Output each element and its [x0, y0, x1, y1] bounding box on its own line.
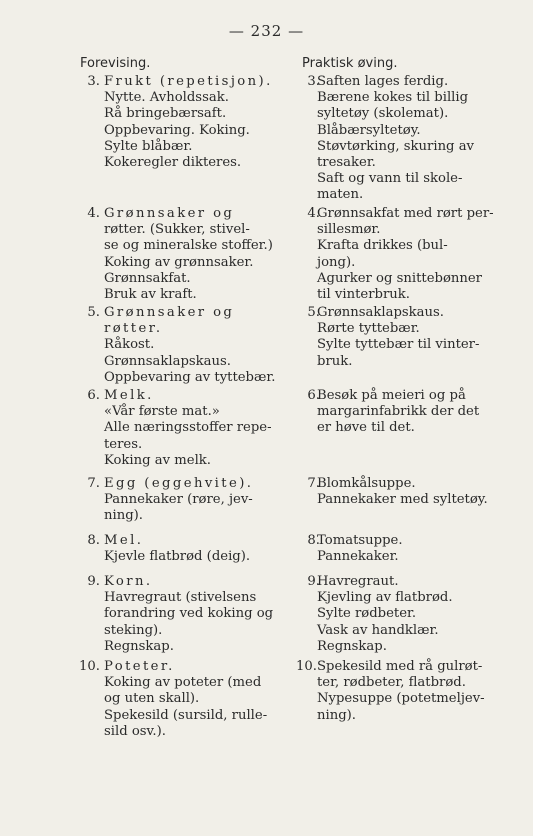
- text-line: sillesmør.: [317, 222, 381, 238]
- text-line: «Vår første mat.»: [104, 404, 220, 420]
- item-text: [317, 305, 479, 370]
- item-text: [317, 574, 453, 655]
- item-number: 3.: [87, 74, 100, 89]
- text-line: syltetøy (skolemat).: [317, 106, 449, 122]
- text-line: Grønnsaker og: [104, 206, 235, 221]
- item-text: [104, 206, 273, 303]
- text-line: Tomatsuppe.: [317, 533, 403, 548]
- text-line: Grønnsaker og: [104, 305, 235, 320]
- text-line: Koking av poteter (med: [104, 675, 262, 691]
- text-line: Poteter.: [104, 659, 175, 674]
- text-line: Oppbevaring. Koking.: [104, 122, 250, 138]
- text-line: Sylte tyttebær til vinter-: [317, 337, 480, 353]
- text-line: Bærene kokes til billig: [317, 90, 469, 106]
- text-line: tresaker.: [317, 155, 376, 171]
- item-text: [104, 533, 250, 565]
- text-line: til vinterbruk.: [317, 287, 410, 303]
- text-line: Frukt (repetisjon).: [104, 74, 273, 89]
- text-line: Korn.: [104, 574, 153, 589]
- text-line: forandring ved koking og: [104, 606, 274, 622]
- text-line: Blåbærsyltetøy.: [317, 122, 421, 138]
- text-line: maten.: [317, 187, 364, 203]
- item-number: 7.: [87, 476, 100, 491]
- item-text: [104, 659, 267, 740]
- text-line: Nytte. Avholdssak.: [104, 90, 229, 106]
- text-line: teres.: [104, 436, 143, 452]
- text-line: Oppbevaring av tyttebær.: [104, 369, 276, 385]
- item-text: [104, 574, 273, 655]
- item-text: [317, 476, 488, 508]
- text-line: Bruk av kraft.: [104, 287, 197, 303]
- text-line: Råkost.: [104, 337, 155, 353]
- text-line: Havregraut.: [317, 574, 399, 589]
- text-line: jong).: [317, 254, 356, 270]
- text-line: Regnskap.: [104, 638, 174, 654]
- text-line: Alle næringsstoffer repe-: [104, 420, 272, 436]
- text-line: Regnskap.: [317, 638, 387, 654]
- item-number: 8.: [307, 533, 320, 548]
- text-line: Mel.: [104, 533, 144, 548]
- text-line: Kjevling av flatbrød.: [317, 590, 453, 606]
- text-line: Rørte tyttebær.: [317, 321, 420, 337]
- text-line: margarinfabrikk der det: [317, 404, 480, 420]
- text-line: Blomkålsuppe.: [317, 476, 416, 491]
- item-number: 4.: [307, 206, 320, 221]
- right-column-heading: Praktisk øving.: [302, 56, 398, 71]
- text-line: Grønnsakfat med rørt per-: [317, 206, 494, 221]
- text-line: Kokeregler dikteres.: [104, 155, 242, 171]
- text-line: er høve til det.: [317, 420, 415, 436]
- text-line: Havregraut (stivelsens: [104, 590, 257, 606]
- item-text: [104, 305, 275, 386]
- text-line: Spekesild med rå gulrøt-: [317, 659, 483, 674]
- text-line: Saften lages ferdig.: [317, 74, 449, 89]
- text-line: Pannekaker (røre, jev-: [104, 492, 253, 508]
- item-text: [317, 659, 485, 724]
- item-number: 9.: [87, 574, 100, 589]
- text-line: Melk.: [104, 388, 154, 403]
- text-line: røtter.: [104, 321, 163, 337]
- item-text: [317, 206, 494, 303]
- text-line: Egg (eggehvite).: [104, 476, 254, 491]
- text-line: Agurker og snittebønner: [317, 270, 482, 286]
- text-line: og uten skall).: [104, 691, 200, 707]
- text-line: Rå bringebærsaft.: [104, 106, 227, 122]
- item-number: 10.: [79, 659, 100, 674]
- text-line: Spekesild (sursild, rulle-: [104, 707, 268, 723]
- left-column-heading: Forevising.: [80, 56, 151, 71]
- text-line: Pannekaker.: [317, 549, 399, 565]
- text-line: Grønnsaklapskaus.: [317, 305, 444, 320]
- text-line: Grønnsakfat.: [104, 270, 191, 286]
- text-line: ning).: [317, 707, 356, 723]
- item-text: [104, 476, 253, 525]
- text-line: se og mineralske stoffer.): [104, 238, 273, 254]
- text-line: Vask av handklær.: [317, 622, 439, 638]
- text-line: Kjevle flatbrød (deig).: [104, 549, 251, 565]
- item-text: [317, 533, 403, 565]
- item-number: 10.: [296, 659, 317, 674]
- item-number: 3.: [307, 74, 320, 89]
- text-line: Sylte rødbeter.: [317, 606, 417, 622]
- item-number: 6.: [307, 388, 320, 403]
- item-number: 8.: [87, 533, 100, 548]
- text-line: Saft og vann til skole-: [317, 171, 463, 187]
- text-line: røtter. (Sukker, stivel-: [104, 222, 250, 238]
- text-line: Krafta drikkes (bul-: [317, 238, 448, 254]
- item-number: 5.: [307, 305, 320, 320]
- item-text: [104, 74, 273, 171]
- text-line: Koking av melk.: [104, 452, 211, 468]
- item-number: 7.: [307, 476, 320, 491]
- item-text: [317, 388, 479, 437]
- item-text: [104, 388, 272, 469]
- text-line: Koking av grønnsaker.: [104, 254, 254, 270]
- text-line: Støvtørking, skuring av: [317, 138, 475, 154]
- item-number: 4.: [87, 206, 100, 221]
- text-line: bruk.: [317, 353, 353, 369]
- text-line: steking).: [104, 622, 163, 638]
- item-number: 9.: [307, 574, 320, 589]
- item-number: 5.: [87, 305, 100, 320]
- text-line: Grønnsaklapskaus.: [104, 353, 231, 369]
- text-line: Besøk på meieri og på: [317, 388, 466, 403]
- text-line: ning).: [104, 508, 143, 524]
- page-number: — 232 —: [228, 22, 305, 40]
- text-line: Sylte blåbær.: [104, 138, 193, 154]
- item-number: 6.: [87, 388, 100, 403]
- text-line: Pannekaker med syltetøy.: [317, 492, 488, 508]
- text-line: sild osv.).: [104, 723, 166, 739]
- text-line: ter, rødbeter, flatbrød.: [317, 675, 466, 691]
- text-line: Nypesuppe (potetmeljev-: [317, 691, 485, 707]
- item-text: [317, 74, 474, 204]
